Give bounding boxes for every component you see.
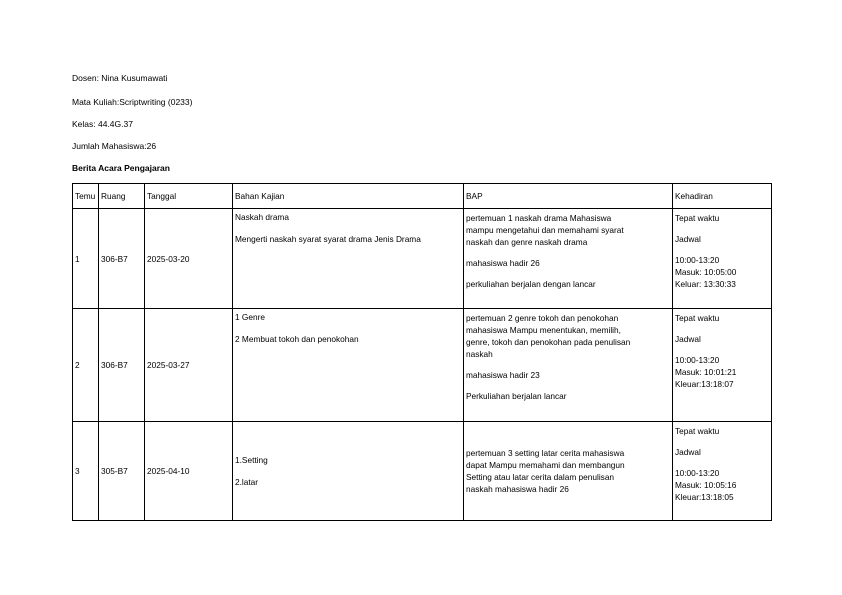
kehadiran-masuk: Masuk: 10:01:21 — [675, 367, 737, 377]
cell-bap — [464, 309, 673, 422]
kehadiran-jadwal: 10:00-13:20 — [675, 355, 720, 365]
bahan-line: 1.Setting — [235, 455, 268, 465]
kehadiran-jadwal-label: Jadwal — [675, 334, 701, 344]
kehadiran-masuk: Masuk: 10:05:00 — [675, 267, 737, 277]
kehadiran-jadwal-label: Jadwal — [675, 234, 701, 244]
cell-temu: 1 — [73, 209, 99, 309]
bahan-line: 2 Membuat tokoh dan penokohan — [235, 334, 359, 344]
cell-bahan-kajian — [233, 422, 464, 521]
bap-status: Perkuliahan berjalan lancar — [466, 391, 567, 401]
cell-kehadiran — [673, 422, 772, 521]
teaching-record-table — [72, 183, 772, 521]
table-row — [73, 309, 772, 422]
course-name: Mata Kuliah:Scriptwriting (0233) — [72, 97, 193, 107]
cell-kehadiran — [673, 309, 772, 422]
kehadiran-status: Tepat waktu — [675, 426, 720, 436]
col-header-bahan-kajian: Bahan Kajian — [233, 184, 464, 209]
class-name: Kelas: 44.4G.37 — [72, 119, 133, 129]
cell-temu: 3 — [73, 422, 99, 521]
bahan-line: Mengerti naskah syarat syarat drama Jenis Drama — [235, 234, 421, 244]
cell-bap — [464, 422, 673, 521]
bap-line: pertemuan 3 setting latar cerita mahasiswa — [466, 448, 625, 458]
col-header-kehadiran: Kehadiran — [673, 184, 772, 209]
cell-tanggal: 2025-04-10 — [145, 422, 233, 521]
section-title: Berita Acara Pengajaran — [72, 163, 170, 173]
cell-temu: 2 — [73, 309, 99, 422]
bahan-line: 2.latar — [235, 477, 259, 487]
cell-bahan-kajian — [233, 209, 464, 309]
bap-line: Setting atau latar cerita dalam penulisan — [466, 472, 615, 482]
table-row — [73, 209, 772, 309]
cell-bahan-kajian — [233, 309, 464, 422]
kehadiran-masuk: Masuk: 10:05:16 — [675, 480, 737, 490]
kehadiran-status: Tepat waktu — [675, 313, 720, 323]
kehadiran-jadwal: 10:00-13:20 — [675, 468, 720, 478]
col-header-bap: BAP — [464, 184, 673, 209]
bap-line: naskah mahasiswa hadir 26 — [466, 484, 569, 494]
cell-tanggal: 2025-03-27 — [145, 309, 233, 422]
table-header-row — [73, 184, 772, 209]
cell-kehadiran — [673, 209, 772, 309]
col-header-tanggal: Tanggal — [145, 184, 233, 209]
col-header-temu: Temu — [73, 184, 99, 209]
bap-hadir: mahasiswa hadir 23 — [466, 370, 540, 380]
kehadiran-keluar: Keluar: 13:30:33 — [675, 279, 736, 289]
bap-line: pertemuan 2 genre tokoh dan penokohan — [466, 313, 619, 323]
bap-line: pertemuan 1 naskah drama Mahasiswa — [466, 213, 612, 223]
kehadiran-keluar: Kleuar:13:18:07 — [675, 379, 734, 389]
bap-hadir: mahasiswa hadir 26 — [466, 258, 540, 268]
bap-line: genre, tokoh dan penokohan pada penulisan — [466, 337, 631, 347]
kehadiran-jadwal-label: Jadwal — [675, 447, 701, 457]
bap-line: naskah — [466, 349, 493, 359]
cell-ruang: 305-B7 — [99, 422, 145, 521]
table-row — [73, 422, 772, 521]
bap-line: mahasiswa Mampu menentukan, memilih, — [466, 325, 621, 335]
bap-status: perkuliahan berjalan dengan lancar — [466, 279, 596, 289]
student-count: Jumlah Mahasiswa:26 — [72, 141, 157, 151]
bap-line: naskah dan genre naskah drama — [466, 237, 588, 247]
cell-ruang: 306-B7 — [99, 309, 145, 422]
col-header-ruang: Ruang — [99, 184, 145, 209]
bap-line: dapat Mampu memahami dan membangun — [466, 460, 625, 470]
lecturer-name: Dosen: Nina Kusumawati — [72, 73, 168, 83]
kehadiran-keluar: Kleuar:13:18:05 — [675, 492, 734, 502]
kehadiran-status: Tepat waktu — [675, 213, 720, 223]
bap-line: mampu mengetahui dan memahami syarat — [466, 225, 624, 235]
cell-tanggal: 2025-03-20 — [145, 209, 233, 309]
bahan-line: Naskah drama — [235, 212, 289, 222]
cell-bap — [464, 209, 673, 309]
cell-ruang: 306-B7 — [99, 209, 145, 309]
bahan-line: 1 Genre — [235, 312, 265, 322]
kehadiran-jadwal: 10:00-13:20 — [675, 255, 720, 265]
